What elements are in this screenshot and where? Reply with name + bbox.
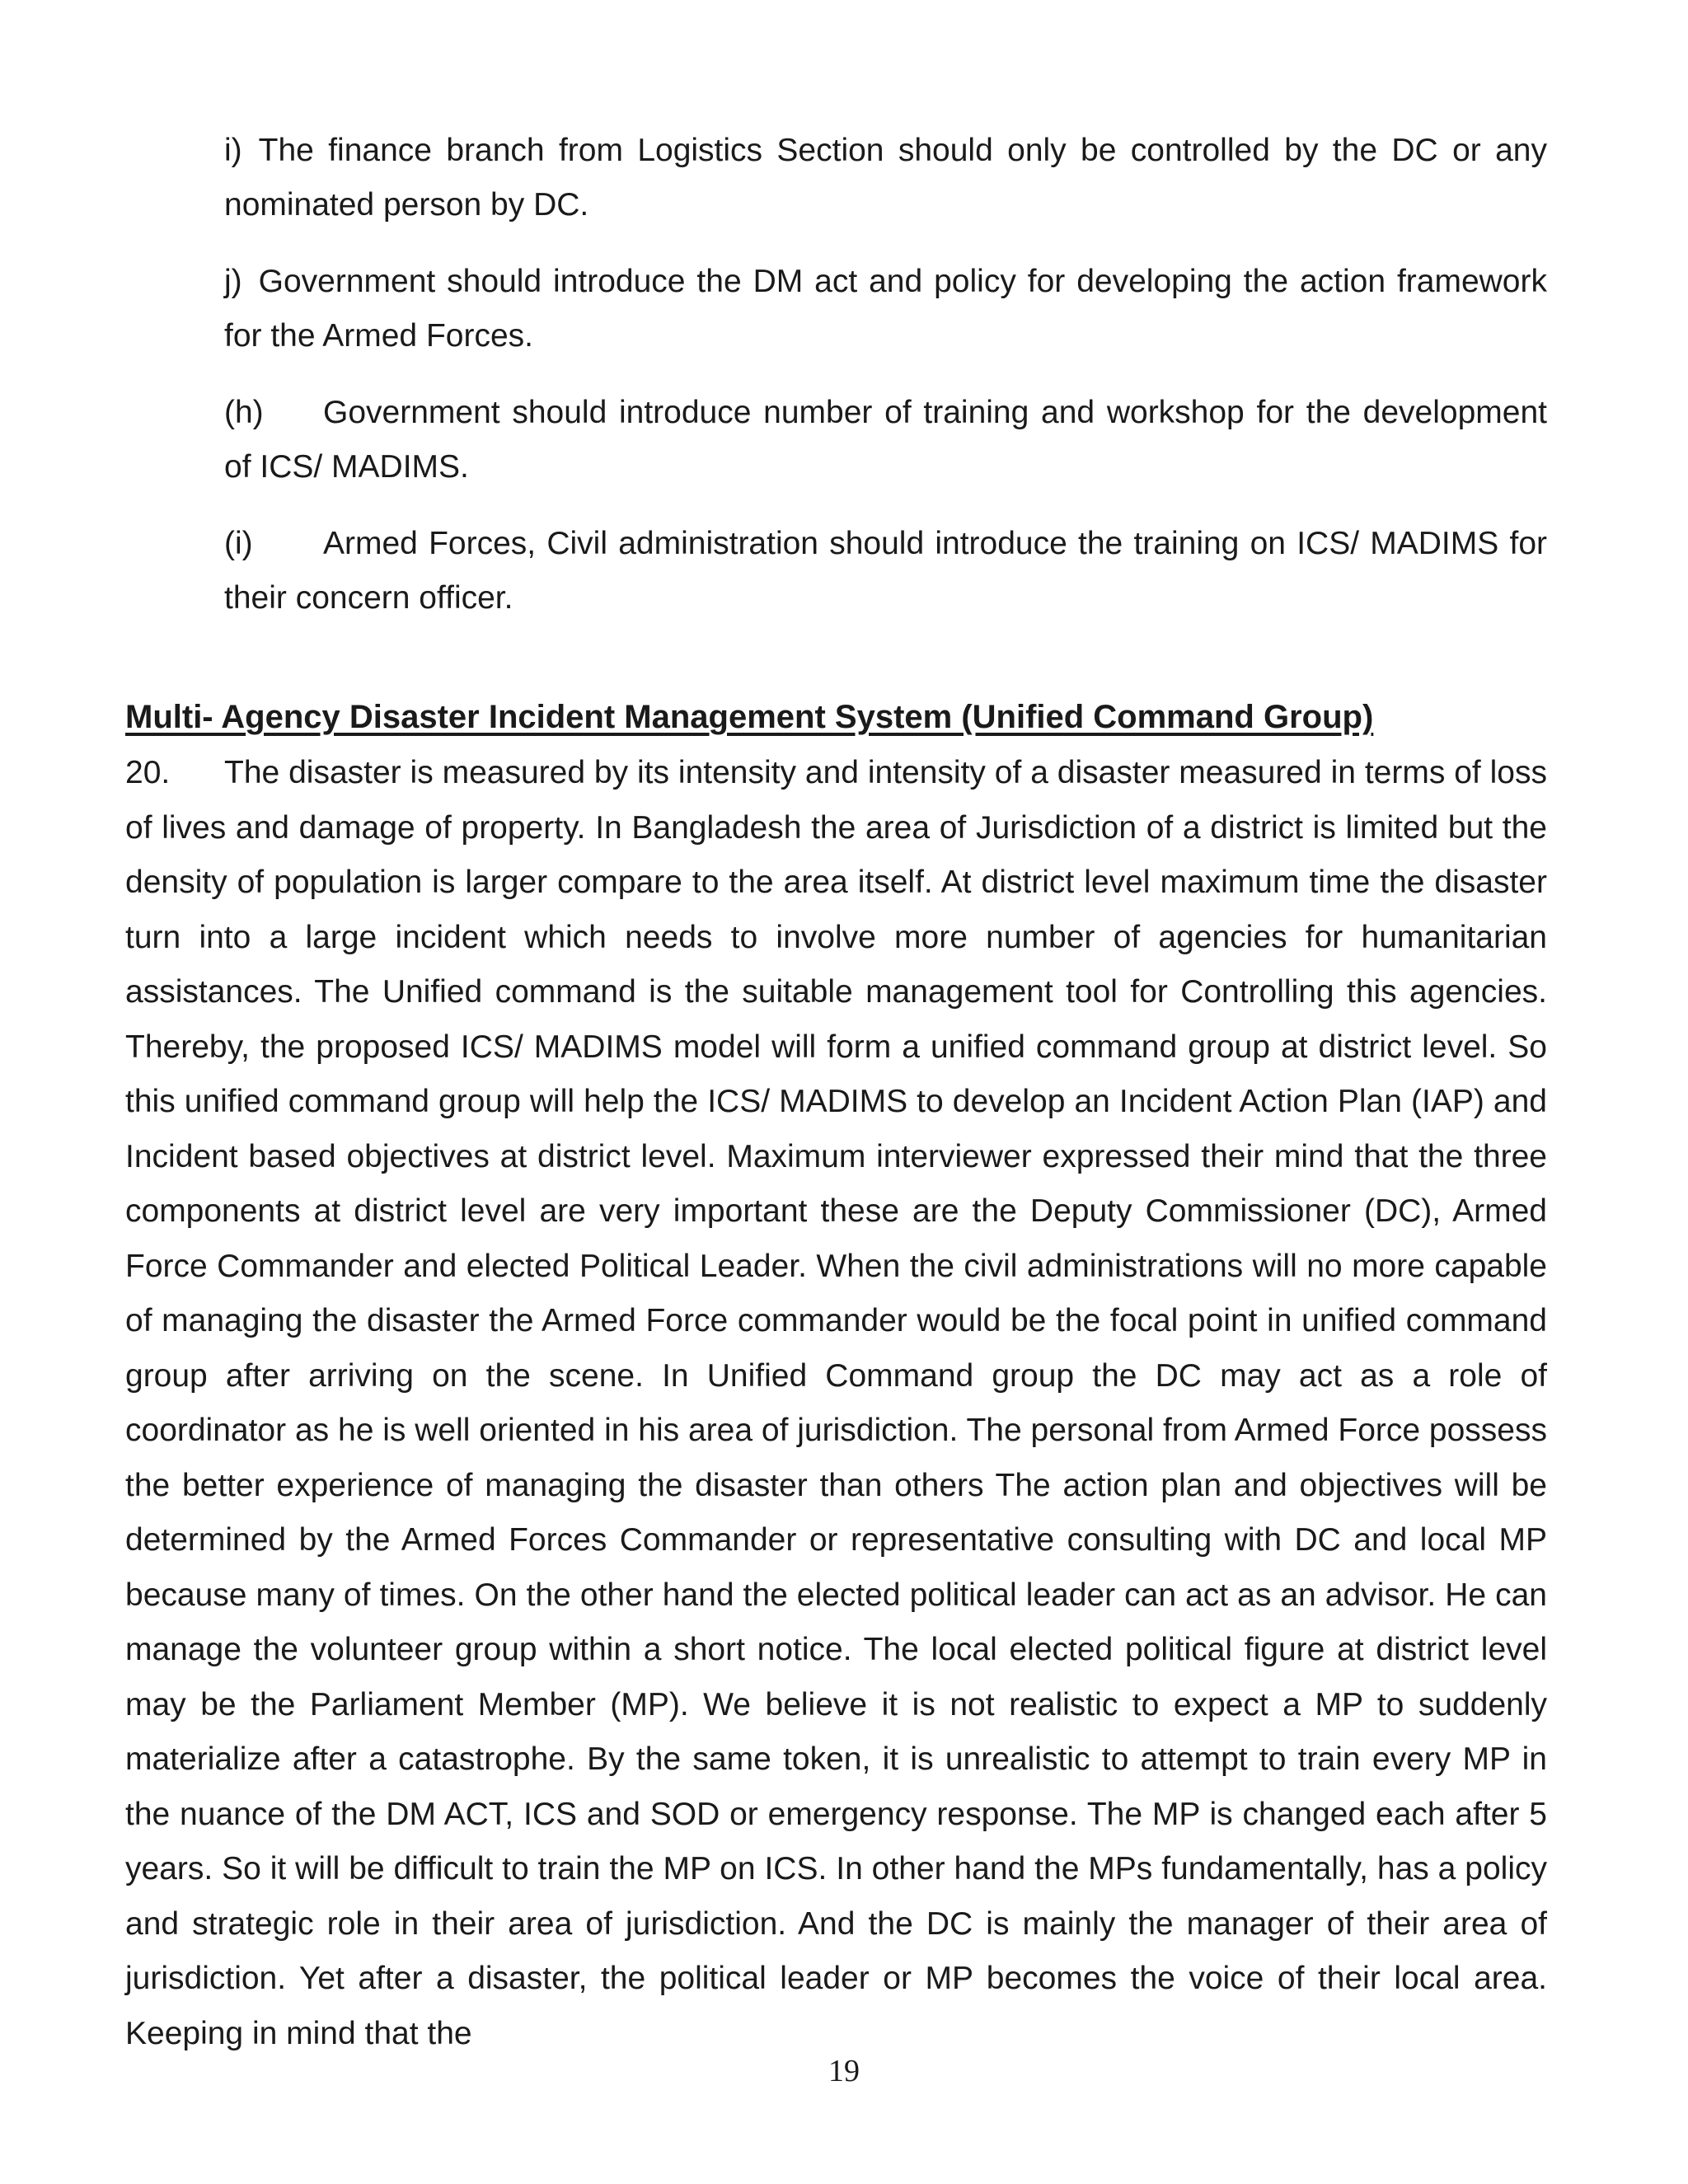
list-item xyxy=(224,517,1547,626)
list-item-text: The finance branch from Logistics Section should only be controlled by the DC or any nominated person by DC. xyxy=(224,133,1547,223)
list-item xyxy=(224,386,1547,494)
paragraph-number: 20. xyxy=(125,755,171,790)
list-item-label: j) xyxy=(224,264,242,299)
list-item-text: Government should introduce number of training and workshop for the development of ICS/ MADIMS. xyxy=(224,395,1547,485)
list-item-text: Government should introduce the DM act and policy for developing the action framework for the Armed Forces. xyxy=(224,264,1547,354)
paragraph-text: The disaster is measured by its intensity and intensity of a disaster measured in terms of loss of lives and damage of property. In Bangladesh the area of Jurisdiction of a district is limited but the density of population is larger compare to the area itself. At district level maximum time the disaster turn into a large incident which needs to involve more number of agencies for humanitarian assistances. The Unified command is the suitable management tool for Controlling this agencies. Thereby, the proposed ICS/ MADIMS model will form a unified command group at district level. So this unified command group will help the ICS/ MADIMS to develop an Incident Action Plan (IAP) and Incident based objectives at district level. Maximum interviewer expressed their mind that the three components at district level are very important these are the Deputy Commissioner (DC), Armed Force Commander and elected Political Leader. When the civil administrations will no more capable of managing the disaster the Armed Force commander would be the focal point in unified command group after arriving on the scene. In Unified Command group the DC may act as a role of coordinator as he is well oriented in his area of jurisdiction. The personal from Armed Force possess the better experience of managing the disaster than others The action plan and objectives will be determined by the Armed Forces Commander or representative consulting with DC and local MP because many of times. On the other hand the elected political leader can act as an advisor. He can manage the volunteer group within a short notice. The local elected political figure at district level may be the Parliament Member (MP). We believe it is not realistic to expect a MP to suddenly materialize after a catastrophe. By the same token, it is unrealistic to attempt to train every MP in the nuance of the DM ACT, ICS and SOD or emergency response. The MP is changed each after 5 years. So it will be difficult to train the MP on ICS. In other hand the MPs fundamentally, has a policy and strategic role in their area of jurisdiction. And the DC is mainly the manager of their area of jurisdiction. Yet after a disaster, the political leader or MP becomes the voice of their local area. Keeping in mind that the xyxy=(125,755,1547,2051)
section-paragraph xyxy=(125,746,1547,2061)
list-item-label: i) xyxy=(224,133,242,168)
list-item-text: Armed Forces, Civil administration should introduce the training on ICS/ MADIMS for their concern officer. xyxy=(224,526,1547,616)
list-item xyxy=(224,124,1547,232)
page-number: 19 xyxy=(828,2054,860,2088)
recommendation-list xyxy=(224,124,1547,648)
list-item-label: (h) xyxy=(224,395,264,430)
list-item-label: (i) xyxy=(224,526,253,561)
list-item xyxy=(224,255,1547,363)
section-heading: Multi- Agency Disaster Incident Management System (Unified Command Group) xyxy=(125,699,1374,735)
